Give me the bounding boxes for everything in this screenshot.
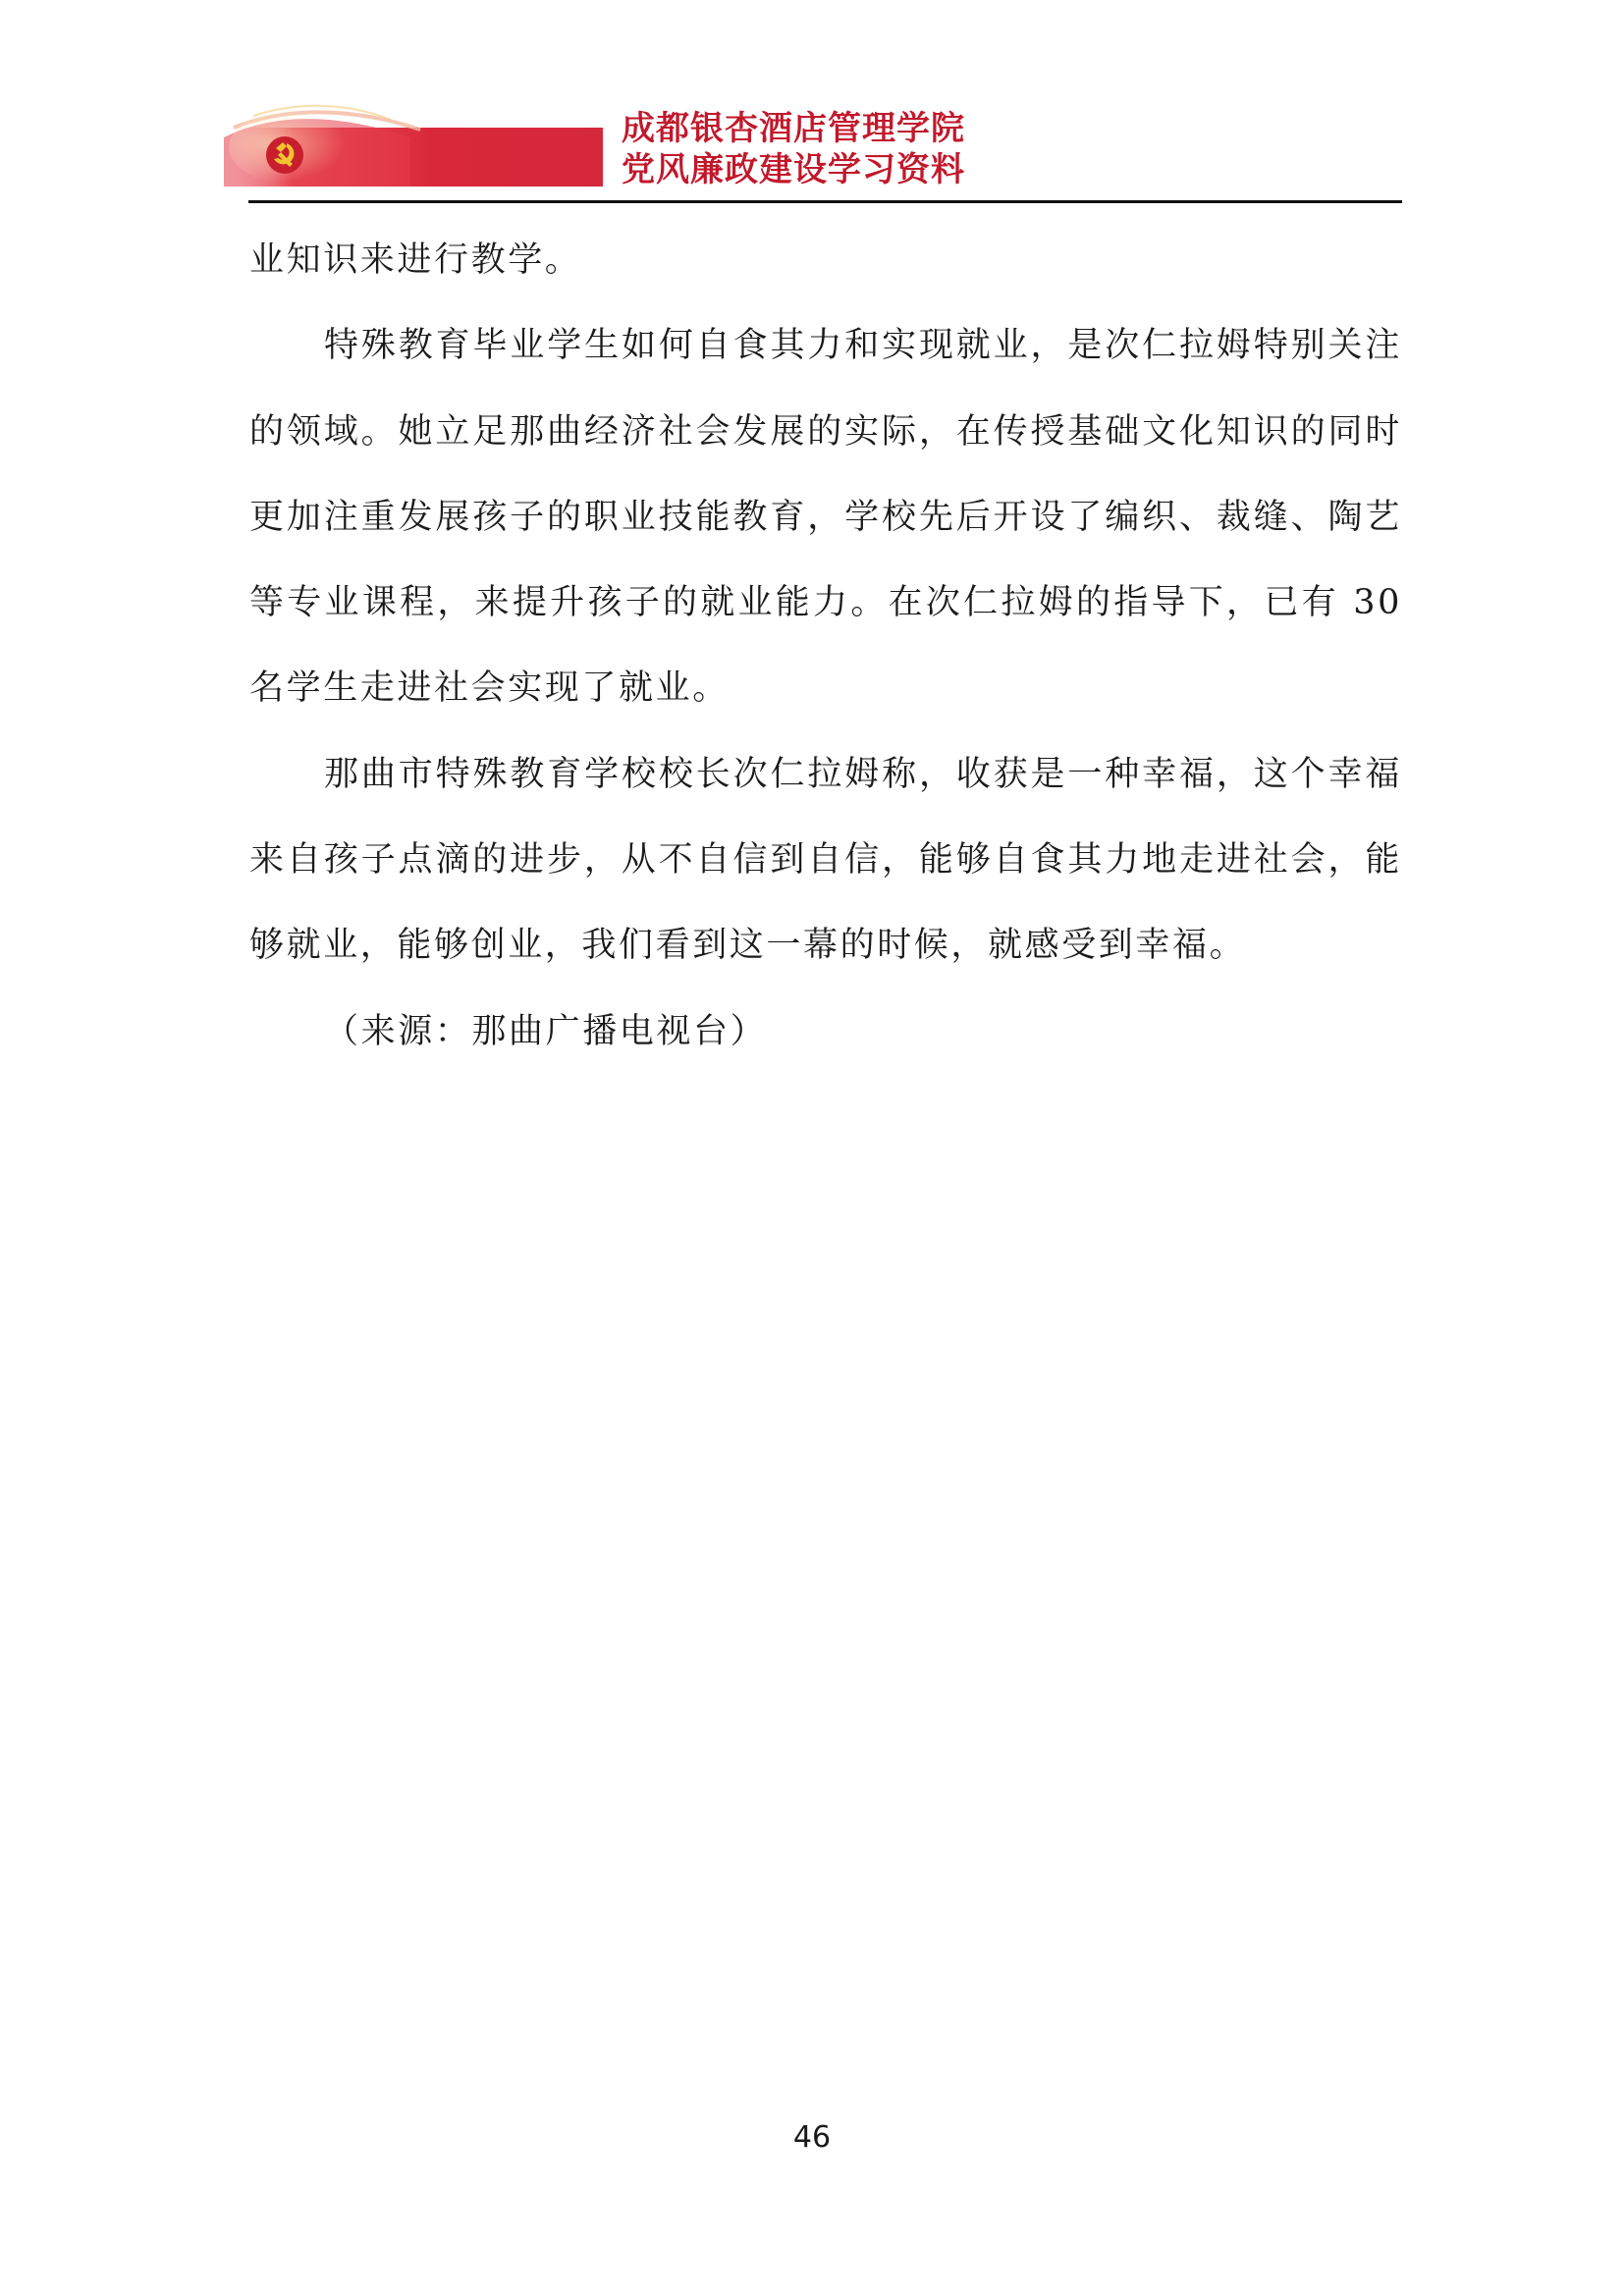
header-title-line2: 党风廉政建设学习资料 [622, 150, 965, 189]
party-emblem-icon [266, 136, 303, 174]
header-title [622, 108, 965, 190]
article-body [249, 218, 1402, 1075]
paragraph-principal-quote: 那曲市特殊教育学校校长次仁拉姆称，收获是一种幸福，这个幸福来自孩子点滴的进步，从不自信到自信，能够自食其力地走进社会，能够就业，能够创业，我们看到这一幕的时候，就感受到幸福。 [249, 754, 1402, 966]
paragraph-continuation: 业知识来进行教学。 [249, 240, 582, 280]
page-header [224, 98, 1402, 204]
party-banner-logo [224, 98, 603, 192]
header-divider [248, 200, 1402, 203]
page-number: 46 [792, 2120, 832, 2155]
paragraph-employment: 特殊教育毕业学生如何自食其力和实现就业，是次仁拉姆特别关注的领域。她立足那曲经济社会发展的实际，在传授基础文化知识的同时更加注重发展孩子的职业技能教育，学校先后开设了编织、裁缝、陶艺等专业课程，来提升孩子的就业能力。在次仁拉姆的指导下，已有 30 名学生走进社会实现了就业。 [249, 326, 1402, 709]
header-title-line1: 成都银杏酒店管理学院 [622, 109, 965, 148]
source-attribution: （来源：那曲广播电视台） [324, 1011, 768, 1051]
